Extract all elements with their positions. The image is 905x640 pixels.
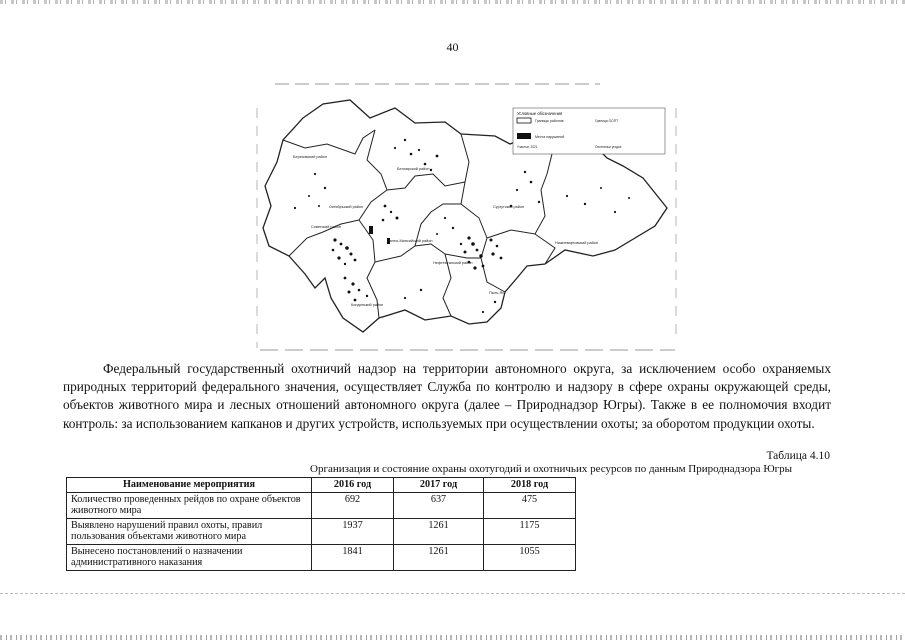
row-label: Вынесено постановлений о назначении административного наказания [67, 544, 312, 570]
map-legend [513, 108, 665, 154]
map-label-khanty-mansiysky: Ханты-Мансийский район [387, 239, 433, 243]
legend-title: Условные обозначения [517, 111, 563, 116]
page-number: 40 [446, 40, 459, 54]
map-label-beloyarsky: Белоярский район [397, 167, 430, 171]
map-label-nefteyugansky: Нефтеюганский район [433, 261, 473, 265]
col-header-activity: Наименование мероприятия [67, 478, 312, 493]
map-label-berezovsky: Березовский район [293, 155, 327, 159]
map-label-sovetsky: Советский район [311, 225, 341, 229]
cell-2016: 1937 [312, 518, 394, 544]
table-header-row [67, 478, 576, 493]
cell-2017: 1261 [394, 544, 484, 570]
map-label-pyt-yakh: Пыть-Ях [489, 291, 505, 295]
legend-item-3: Граница ООПТ [595, 119, 619, 123]
col-header-2017: 2017 год [394, 478, 484, 493]
table-row [67, 544, 576, 570]
row-label: Количество проведенных рейдов по охране объектов животного мира [67, 492, 312, 518]
scan-noise-top [0, 0, 905, 4]
map-label-kondinsky: Кондинский район [351, 303, 384, 307]
page-footer-rule [0, 593, 905, 594]
region-map [255, 78, 680, 356]
col-header-2016: 2016 год [312, 478, 394, 493]
legend-item-1: Места нарушений [535, 135, 565, 139]
col-header-2018: 2018 год [484, 478, 576, 493]
enforcement-table [66, 477, 576, 571]
body-paragraph: Федеральный государственный охотничий надзор на территории автономного округа, за исключением особо охраняемых природных территорий федерального значения, осуществляет Служба по контролю и надзору в сфере охраны окружающей среды, объектов животного мира и лесных отношений автономного округа (далее – Природнадзор Югры). Также в ее полномочия входит контроль: за использованием капканов и других устройств, используемых при осуществлении охоты; за оборотом продукции охоты. [63, 361, 831, 431]
map-label-oktyabrsky: Октябрьский район [329, 205, 364, 209]
table-row [67, 492, 576, 518]
region-map-svg [255, 78, 680, 356]
map-label-surgutsky: Сургутский район [493, 205, 525, 209]
table-number: Таблица 4.10 [766, 450, 830, 462]
cell-2017: 637 [394, 492, 484, 518]
map-label-nizhnevartovsky: Нижневартовский район [555, 241, 598, 245]
cell-2017: 1261 [394, 518, 484, 544]
cell-2018: 475 [484, 492, 576, 518]
cell-2018: 1175 [484, 518, 576, 544]
cell-2018: 1055 [484, 544, 576, 570]
table-caption: Организация и состояние охраны охотугодий и охотничьих ресурсов по данным Природнадзора Югры [310, 463, 793, 475]
row-label: Выявлено нарушений правил охоты, правил пользования объектами животного мира [67, 518, 312, 544]
legend-item-0: Границы районов [535, 119, 564, 123]
legend-item-2: Участки, 2021 [517, 145, 538, 149]
cell-2016: 692 [312, 492, 394, 518]
legend-item-4: Охотничьи угодья [595, 145, 622, 149]
cell-2016: 1841 [312, 544, 394, 570]
scan-noise-bottom [0, 635, 905, 640]
table-row [67, 518, 576, 544]
